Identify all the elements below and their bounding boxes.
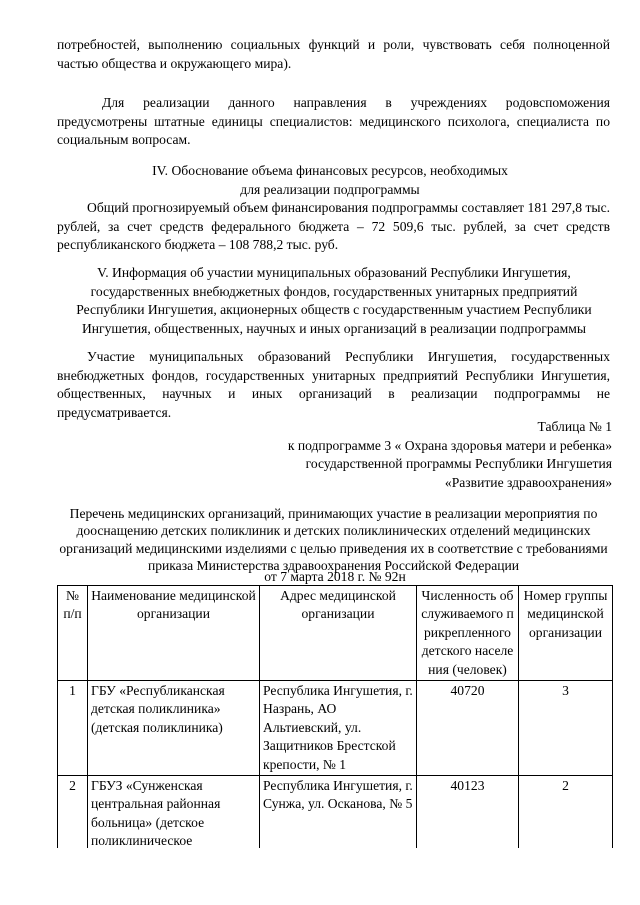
row-name: ГБУ «Республиканская детская поликлиника» (детская поликлиника) bbox=[88, 681, 260, 776]
table-caption-line-4: «Развитие здравоохранения» bbox=[444, 474, 612, 490]
paragraph-4: Участие муниципальных образований Республики Ингушетия, государственных внебюджетных фондов, государственных унитарных предприятий Республики Ингушетия, общественных, научных и иных организаций в реализации подпрограммы не предусматривается. bbox=[57, 349, 610, 420]
row-population: 40720 bbox=[417, 681, 519, 776]
row-group: 3 bbox=[519, 681, 613, 776]
table-caption-line-1: Таблица № 1 bbox=[537, 419, 612, 434]
paragraph-3: Общий прогнозируемый объем финансирования подпрограммы составляет 181 297,8 тыс. рублей, за счет средств федерального бюджета – 72 509,6 тыс. рублей, за счет средств республиканского бюджета – 108 788,2 тыс. руб. bbox=[57, 200, 610, 253]
header-name: Наименование медицинской организации bbox=[88, 586, 260, 681]
table-title-date: от 7 марта 2018 г. № 92н bbox=[264, 569, 406, 584]
row-address: Республика Ингушетия, г. Назрань, АО Альтиевский, ул. Защитников Брестской крепости, № 1 bbox=[260, 681, 417, 776]
row-name: ГБУЗ «Сунженская центральная районная больница» (детское поликлиническое bbox=[88, 776, 260, 848]
row-population: 40123 bbox=[417, 776, 519, 848]
table-header-row bbox=[58, 586, 613, 681]
table-row bbox=[58, 776, 613, 848]
row-num: 1 bbox=[58, 681, 88, 776]
table-caption bbox=[57, 418, 612, 492]
row-address: Республика Ингушетия, г. Сунжа, ул. Осканова, № 5 bbox=[260, 776, 417, 848]
header-address: Адрес медицинской организации bbox=[260, 586, 417, 681]
row-group: 2 bbox=[519, 776, 613, 848]
paragraph-2: Для реализации данного направления в учреждениях родовспоможения предусмотрены штатные единицы специалистов: медицинского психолога, специалиста по социальным вопросам. bbox=[57, 95, 610, 148]
table-caption-line-3: государственной программы Республики Ингушетия bbox=[305, 456, 612, 472]
section-5-title: V. Информация об участии муниципальных образований Республики Ингушетия, государственных внебюджетных фондов, государственных унитарных предприятий Республики Ингушетия, акционерных обществ с государственным участием Республики Ингушетия, общественных, научных и иных организаций в реализации подпрограммы bbox=[76, 265, 592, 336]
header-group: Номер группы медицинской организации bbox=[519, 586, 613, 681]
header-num: № п/п bbox=[58, 586, 88, 681]
table-caption-line-2: к подпрограмме 3 « Охрана здоровья матери и ребенка» bbox=[287, 437, 612, 453]
section-4-title: IV. Обоснование объема финансовых ресурсов, необходимых для реализации подпрограммы bbox=[152, 163, 508, 197]
table-title: Перечень медицинских организаций, принимающих участие в реализации мероприятия по дооснащению детских поликлиник и детских поликлинических отделений медицинских организаций медицинскими изделиями с целью приведения их в соответствие с требованиями приказа Министерства здравоохранения Российской Федерации bbox=[59, 506, 608, 574]
header-population: Численность обслуживаемого прикрепленного детского населения (человек) bbox=[417, 586, 519, 681]
table-row bbox=[58, 681, 613, 776]
paragraph-1: потребностей, выполнению социальных функций и роли, чувствовать себя полноценной частью общества и окружающего мира). bbox=[57, 37, 610, 71]
row-num: 2 bbox=[58, 776, 88, 848]
organizations-table bbox=[57, 585, 613, 848]
